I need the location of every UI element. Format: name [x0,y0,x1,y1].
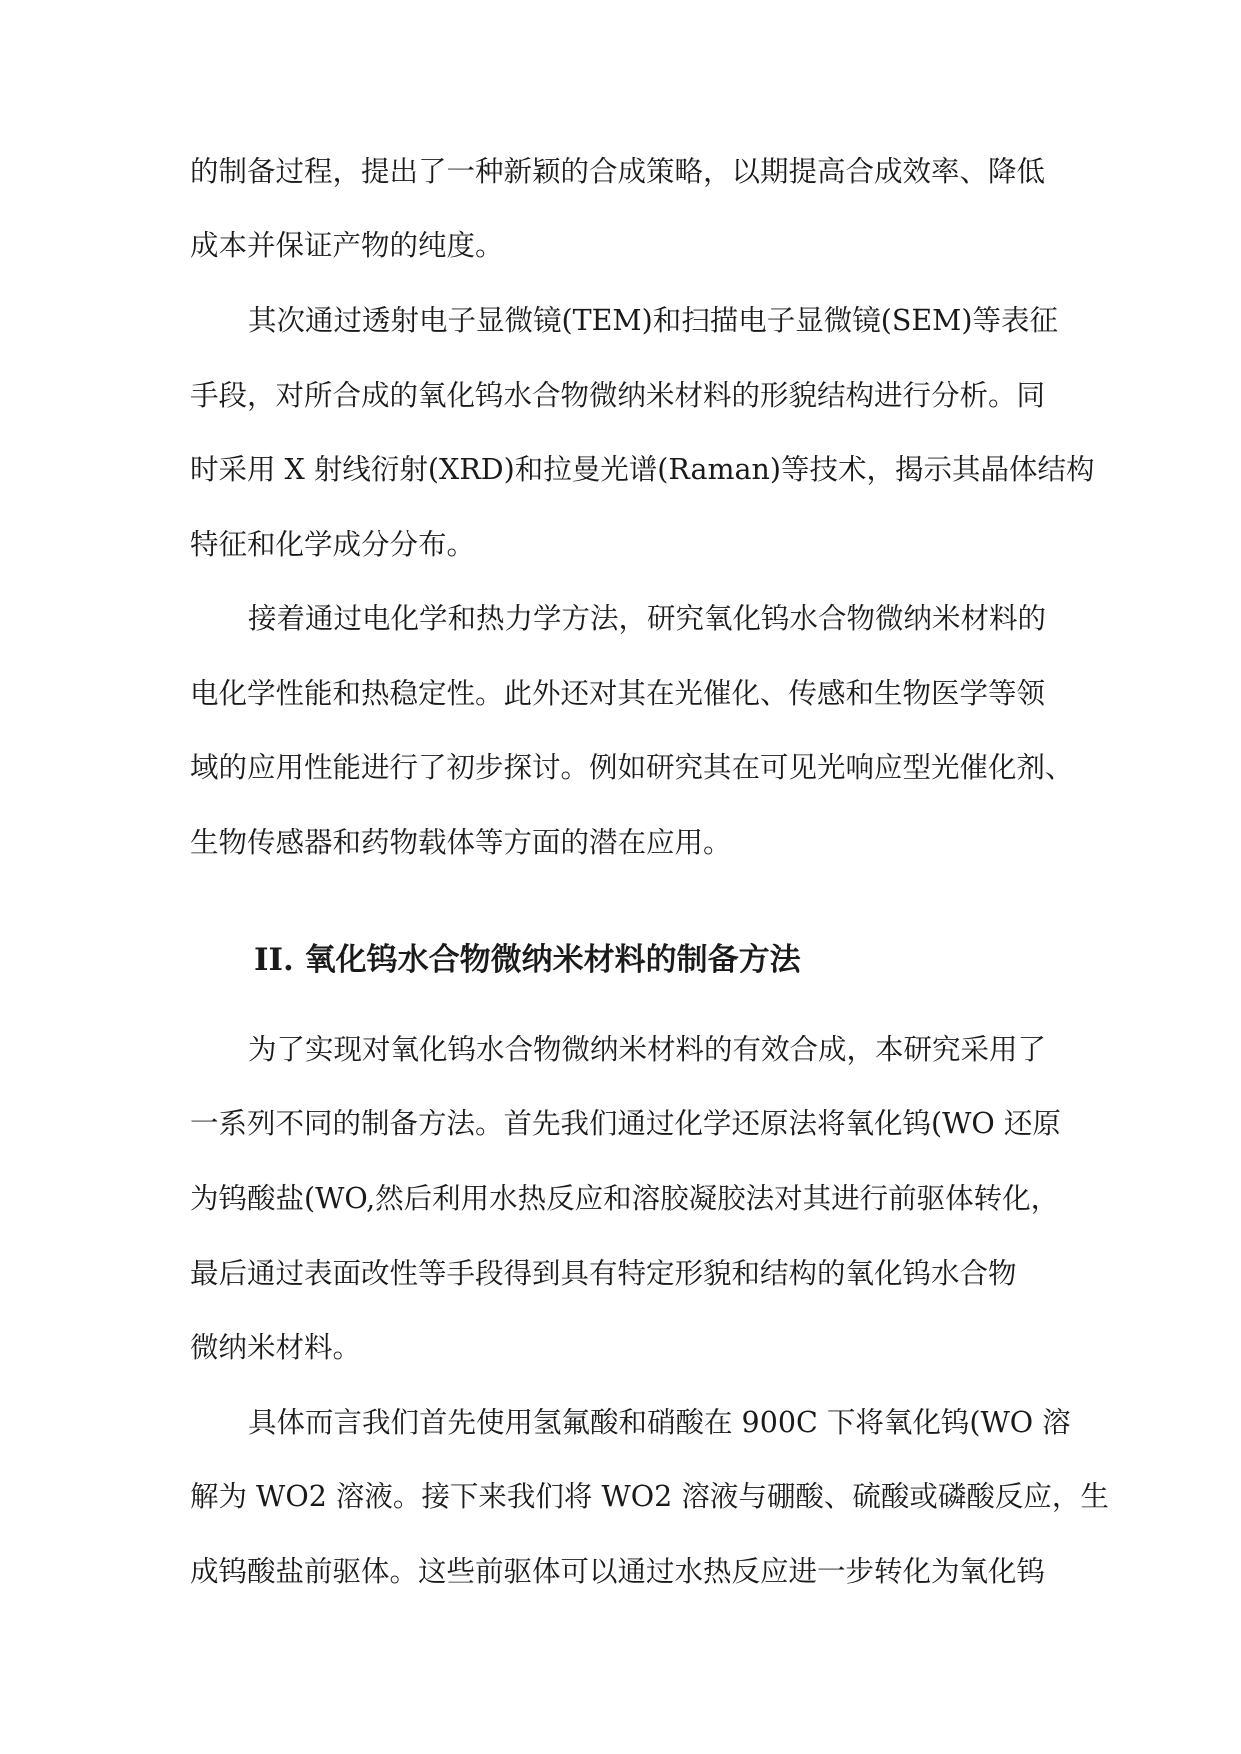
paragraph-line: 成本并保证产物的纯度。 [190,229,504,262]
paragraph-line: 的制备过程，提出了一种新颖的合成策略，以期提高合成效率、降低 [190,155,1046,188]
paragraph-line: 生物传感器和药物载体等方面的潜在应用。 [190,826,732,859]
section-heading: II. 氧化钨水合物微纳米材料的制备方法 [254,942,801,978]
paragraph-line: 其次通过透射电子显微镜(TEM)和扫描电子显微镜(SEM)等表征 [248,304,1058,337]
paragraph-line: 特征和化学成分分布。 [190,528,476,561]
paragraph-line: 为了实现对氧化钨水合物微纳米材料的有效合成，本研究采用了 [248,1033,1047,1066]
paragraph-line: 为钨酸盐(WO,然后利用水热反应和溶胶凝胶法对其进行前驱体转化， [190,1182,1060,1215]
paragraph-line: 具体而言我们首先使用氢氟酸和硝酸在 900C 下将氧化钨(WO 溶 [248,1406,1071,1439]
paragraph-line: 解为 WO2 溶液。接下来我们将 WO2 溶液与硼酸、硫酸或磷酸反应，生 [190,1480,1109,1513]
paragraph-line: 成钨酸盐前驱体。这些前驱体可以通过水热反应进一步转化为氧化钨 [190,1555,1046,1588]
paragraph-line: 时采用 X 射线衍射(XRD)和拉曼光谱(Raman)等技术，揭示其晶体结构 [190,453,1095,486]
paragraph-line: 电化学性能和热稳定性。此外还对其在光催化、传感和生物医学等领 [190,677,1046,710]
paragraph-line: 域的应用性能进行了初步探讨。例如研究其在可见光响应型光催化剂、 [190,751,1074,784]
paragraph-line: 手段，对所合成的氧化钨水合物微纳米材料的形貌结构进行分析。同 [190,379,1046,412]
paragraph-line: 微纳米材料。 [190,1331,362,1364]
paragraph-line: 一系列不同的制备方法。首先我们通过化学还原法将氧化钨(WO 还原 [190,1107,1061,1140]
paragraph-line: 最后通过表面改性等手段得到具有特定形貌和结构的氧化钨水合物 [190,1257,1017,1290]
paragraph-line: 接着通过电化学和热力学方法，研究氧化钨水合物微纳米材料的 [248,602,1047,635]
